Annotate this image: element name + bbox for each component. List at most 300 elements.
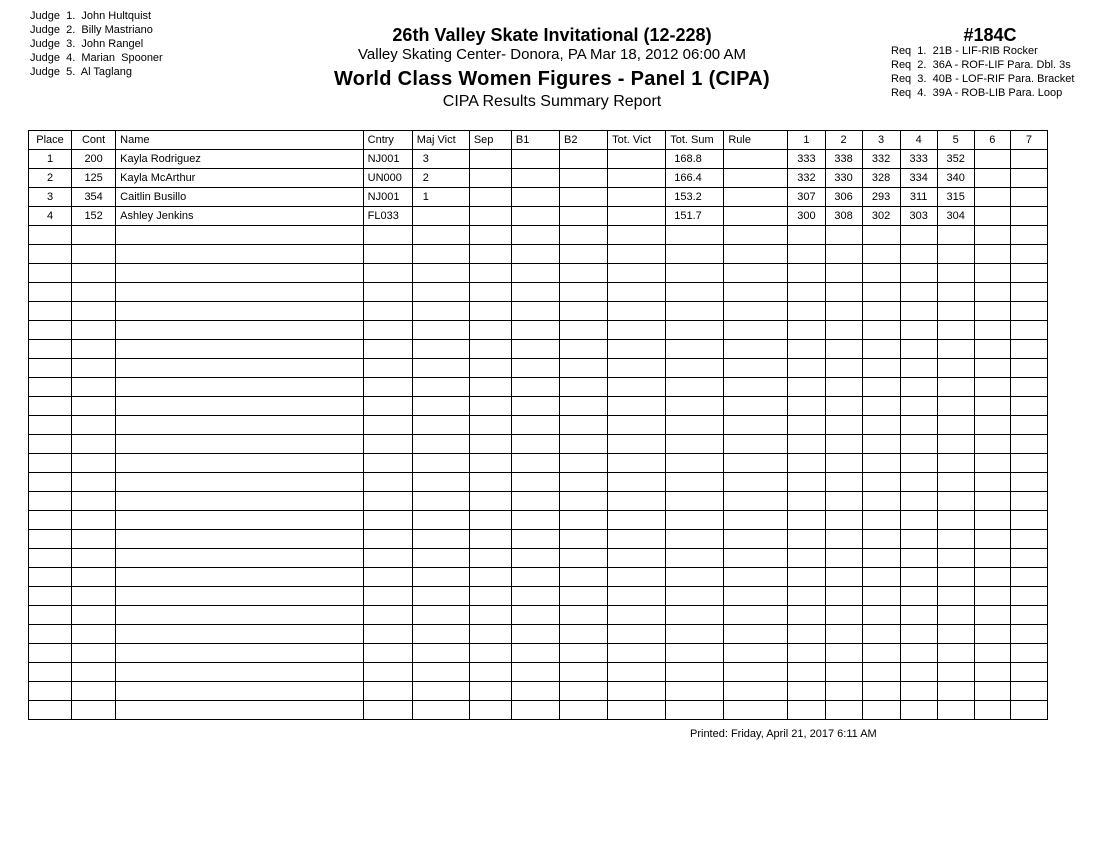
cell-cntry [363, 245, 412, 264]
cell-cont [72, 245, 116, 264]
empty-table-row [29, 340, 1048, 359]
cell-name [116, 340, 363, 359]
cell-judge-3 [862, 663, 900, 682]
cell-judge-1 [788, 568, 825, 587]
cell-cntry: NJ001 [363, 188, 412, 207]
division-title: World Class Women Figures - Panel 1 (CIPA) [333, 68, 770, 90]
cell-judge-2 [825, 682, 862, 701]
cell-tot-vict [608, 378, 666, 397]
cell-sep [469, 492, 511, 511]
cell-judge-4 [900, 416, 937, 435]
cell-cntry [363, 397, 412, 416]
cell-judge-4: 333 [900, 150, 937, 169]
cell-rule [724, 264, 788, 283]
cell-b1 [511, 530, 559, 549]
cell-rule [724, 245, 788, 264]
cell-judge-5 [937, 492, 974, 511]
cell-tot-vict [608, 454, 666, 473]
cell-cntry [363, 530, 412, 549]
cell-rule [724, 188, 788, 207]
cell-cont [72, 283, 116, 302]
cell-judge-5 [937, 549, 974, 568]
cell-judge-7 [1010, 549, 1047, 568]
cell-judge-5 [937, 283, 974, 302]
cell-judge-6 [974, 435, 1010, 454]
cell-judge-1 [788, 682, 825, 701]
cell-sep [469, 473, 511, 492]
cell-tot-vict [608, 549, 666, 568]
cell-b1 [511, 568, 559, 587]
cell-judge-6 [974, 397, 1010, 416]
cell-b1 [511, 378, 559, 397]
cell-name [116, 492, 363, 511]
cell-place: 2 [29, 169, 72, 188]
empty-table-row [29, 568, 1048, 587]
cell-b2 [560, 321, 608, 340]
cell-rule [724, 207, 788, 226]
cell-judge-7 [1010, 283, 1047, 302]
judge-label: Judge 3. [30, 38, 76, 50]
cell-judge-4 [900, 473, 937, 492]
cell-judge-6 [974, 226, 1010, 245]
cell-cntry [363, 549, 412, 568]
empty-table-row [29, 682, 1048, 701]
cell-b2 [560, 188, 608, 207]
cell-maj-vict [412, 682, 469, 701]
cell-tot-sum [666, 378, 724, 397]
cell-maj-vict [412, 416, 469, 435]
venue-info: Valley Skating Center- Donora, PA Mar 18, 2012 06:00 AM [358, 46, 746, 63]
cell-judge-7 [1010, 359, 1047, 378]
cell-judge-4 [900, 644, 937, 663]
cell-b1 [511, 511, 559, 530]
cell-judge-7 [1010, 492, 1047, 511]
column-header-name: Name [116, 131, 363, 150]
cell-cntry [363, 625, 412, 644]
cell-judge-3 [862, 682, 900, 701]
cell-b2 [560, 549, 608, 568]
cell-judge-7 [1010, 530, 1047, 549]
cell-maj-vict [412, 378, 469, 397]
cell-rule [724, 340, 788, 359]
cell-name [116, 264, 363, 283]
cell-b1 [511, 359, 559, 378]
cell-judge-1 [788, 587, 825, 606]
judge-entry [30, 9, 163, 23]
cell-judge-2 [825, 511, 862, 530]
cell-judge-2 [825, 663, 862, 682]
cell-judge-4 [900, 435, 937, 454]
table-row [29, 150, 1048, 169]
cell-cont [72, 359, 116, 378]
cell-judge-1: 300 [788, 207, 825, 226]
empty-table-row [29, 606, 1048, 625]
cell-rule [724, 492, 788, 511]
cell-tot-vict [608, 530, 666, 549]
cell-tot-sum [666, 454, 724, 473]
cell-cont [72, 397, 116, 416]
cell-cntry [363, 473, 412, 492]
cell-judge-2 [825, 283, 862, 302]
cell-judge-4 [900, 511, 937, 530]
cell-judge-5 [937, 473, 974, 492]
cell-judge-3: 332 [862, 150, 900, 169]
cell-cntry [363, 492, 412, 511]
empty-table-row [29, 644, 1048, 663]
empty-table-row [29, 302, 1048, 321]
cell-tot-vict [608, 169, 666, 188]
cell-maj-vict [412, 606, 469, 625]
cell-b2 [560, 644, 608, 663]
cell-judge-1 [788, 245, 825, 264]
cell-sep [469, 245, 511, 264]
column-header-cntry: Cntry [363, 131, 412, 150]
cell-judge-6 [974, 321, 1010, 340]
cell-judge-4 [900, 625, 937, 644]
cell-judge-3 [862, 397, 900, 416]
cell-tot-vict [608, 264, 666, 283]
cell-judge-2 [825, 644, 862, 663]
cell-cont [72, 682, 116, 701]
cell-judge-5: 352 [937, 150, 974, 169]
cell-maj-vict: 1 [412, 188, 469, 207]
cell-cont [72, 226, 116, 245]
cell-judge-2 [825, 435, 862, 454]
cell-judge-2 [825, 568, 862, 587]
cell-judge-4 [900, 264, 937, 283]
cell-judge-1 [788, 644, 825, 663]
cell-judge-7 [1010, 663, 1047, 682]
cell-judge-7 [1010, 169, 1047, 188]
cell-rule [724, 663, 788, 682]
cell-judge-2 [825, 530, 862, 549]
cell-cntry: UN000 [363, 169, 412, 188]
cell-place [29, 245, 72, 264]
cell-judge-7 [1010, 188, 1047, 207]
cell-rule [724, 435, 788, 454]
empty-table-row [29, 549, 1048, 568]
column-header-tot-vict: Tot. Vict [608, 131, 666, 150]
cell-judge-4: 334 [900, 169, 937, 188]
cell-rule [724, 511, 788, 530]
cell-b1 [511, 188, 559, 207]
cell-judge-3 [862, 435, 900, 454]
cell-name [116, 397, 363, 416]
cell-judge-3 [862, 340, 900, 359]
cell-judge-1 [788, 473, 825, 492]
cell-b1 [511, 321, 559, 340]
cell-judge-1: 332 [788, 169, 825, 188]
cell-place [29, 625, 72, 644]
cell-tot-sum: 168.8 [666, 150, 724, 169]
column-header-sep: Sep [469, 131, 511, 150]
cell-judge-3 [862, 549, 900, 568]
cell-place [29, 587, 72, 606]
cell-judge-7 [1010, 568, 1047, 587]
empty-table-row [29, 378, 1048, 397]
cell-place [29, 264, 72, 283]
cell-judge-7 [1010, 264, 1047, 283]
cell-b2 [560, 473, 608, 492]
cell-sep [469, 701, 511, 720]
cell-tot-vict [608, 226, 666, 245]
cell-judge-6 [974, 302, 1010, 321]
cell-maj-vict [412, 701, 469, 720]
cell-tot-vict [608, 511, 666, 530]
cell-cntry [363, 587, 412, 606]
cell-tot-vict [608, 188, 666, 207]
cell-tot-vict [608, 682, 666, 701]
cell-judge-5 [937, 302, 974, 321]
cell-tot-vict [608, 302, 666, 321]
cell-place [29, 435, 72, 454]
cell-cntry [363, 340, 412, 359]
cell-tot-vict [608, 568, 666, 587]
cell-rule [724, 359, 788, 378]
cell-sep [469, 150, 511, 169]
cell-judge-6 [974, 549, 1010, 568]
cell-tot-sum [666, 568, 724, 587]
cell-b1 [511, 150, 559, 169]
cell-tot-vict [608, 207, 666, 226]
cell-judge-6 [974, 245, 1010, 264]
cell-name: Kayla McArthur [116, 169, 363, 188]
cell-place [29, 359, 72, 378]
cell-sep [469, 264, 511, 283]
judge-name: Billy Mastriano [81, 24, 153, 36]
cell-cntry [363, 568, 412, 587]
requirement-text: 40B - LOF-RIF Para. Bracket [932, 73, 1075, 85]
event-number: #184C [963, 25, 1017, 45]
cell-sep [469, 226, 511, 245]
cell-cont [72, 511, 116, 530]
cell-tot-vict [608, 245, 666, 264]
cell-cont [72, 264, 116, 283]
cell-judge-5: 304 [937, 207, 974, 226]
cell-judge-6 [974, 169, 1010, 188]
table-header-row [29, 131, 1048, 150]
cell-judge-1 [788, 359, 825, 378]
cell-judge-4 [900, 340, 937, 359]
cell-judge-4 [900, 492, 937, 511]
judge-name: John Hultquist [81, 10, 152, 22]
cell-name: Ashley Jenkins [116, 207, 363, 226]
cell-tot-sum [666, 264, 724, 283]
cell-b1 [511, 435, 559, 454]
cell-judge-1 [788, 701, 825, 720]
cell-cont [72, 701, 116, 720]
cell-b2 [560, 397, 608, 416]
cell-judge-1 [788, 226, 825, 245]
cell-judge-2 [825, 549, 862, 568]
cell-judge-4 [900, 302, 937, 321]
cell-judge-2: 308 [825, 207, 862, 226]
cell-cont [72, 302, 116, 321]
cell-name [116, 321, 363, 340]
cell-place [29, 473, 72, 492]
cell-b1 [511, 283, 559, 302]
cell-place [29, 378, 72, 397]
cell-rule [724, 701, 788, 720]
cell-tot-sum [666, 606, 724, 625]
cell-judge-1 [788, 549, 825, 568]
cell-rule [724, 226, 788, 245]
cell-sep [469, 359, 511, 378]
cell-judge-2 [825, 340, 862, 359]
requirement-entry [891, 86, 1074, 100]
cell-judge-4: 303 [900, 207, 937, 226]
cell-cont [72, 587, 116, 606]
table-row [29, 207, 1048, 226]
cell-sep [469, 169, 511, 188]
column-header-judge-6: 6 [974, 131, 1010, 150]
cell-judge-3 [862, 587, 900, 606]
cell-judge-4 [900, 397, 937, 416]
judge-name: Marian Spooner [81, 52, 163, 64]
cell-tot-sum [666, 283, 724, 302]
empty-table-row [29, 663, 1048, 682]
cell-tot-vict [608, 625, 666, 644]
cell-cntry [363, 644, 412, 663]
judges-list [30, 9, 163, 79]
column-header-maj-vict: Maj Vict [412, 131, 469, 150]
cell-place [29, 226, 72, 245]
empty-table-row [29, 511, 1048, 530]
cell-judge-7 [1010, 245, 1047, 264]
cell-judge-3: 293 [862, 188, 900, 207]
cell-judge-5 [937, 416, 974, 435]
cell-judge-7 [1010, 606, 1047, 625]
cell-sep [469, 454, 511, 473]
cell-b1 [511, 606, 559, 625]
cell-b1 [511, 302, 559, 321]
cell-maj-vict [412, 530, 469, 549]
cell-judge-1 [788, 663, 825, 682]
cell-maj-vict [412, 397, 469, 416]
cell-b1 [511, 587, 559, 606]
cell-judge-7 [1010, 207, 1047, 226]
column-header-tot-sum: Tot. Sum [666, 131, 724, 150]
cell-place [29, 492, 72, 511]
cell-judge-7 [1010, 321, 1047, 340]
cell-cont [72, 530, 116, 549]
cell-judge-3 [862, 302, 900, 321]
cell-rule [724, 606, 788, 625]
cell-maj-vict [412, 587, 469, 606]
cell-rule [724, 397, 788, 416]
cell-place [29, 663, 72, 682]
cell-b1 [511, 340, 559, 359]
cell-tot-vict [608, 150, 666, 169]
cell-tot-sum [666, 644, 724, 663]
cell-b2 [560, 416, 608, 435]
cell-sep [469, 511, 511, 530]
cell-tot-vict [608, 359, 666, 378]
cell-judge-5 [937, 435, 974, 454]
cell-judge-6 [974, 359, 1010, 378]
cell-judge-5 [937, 226, 974, 245]
cell-rule [724, 283, 788, 302]
judge-entry [30, 65, 163, 79]
cell-tot-vict [608, 606, 666, 625]
cell-name [116, 359, 363, 378]
cell-b1 [511, 169, 559, 188]
cell-maj-vict [412, 625, 469, 644]
cell-cntry [363, 416, 412, 435]
column-header-judge-2: 2 [825, 131, 862, 150]
cell-judge-4 [900, 245, 937, 264]
cell-judge-7 [1010, 625, 1047, 644]
cell-sep [469, 321, 511, 340]
cell-judge-6 [974, 264, 1010, 283]
cell-cont [72, 492, 116, 511]
cell-name [116, 454, 363, 473]
cell-tot-sum: 166.4 [666, 169, 724, 188]
cell-cntry [363, 663, 412, 682]
cell-judge-1 [788, 416, 825, 435]
results-table [28, 130, 1048, 720]
cell-judge-1 [788, 283, 825, 302]
cell-judge-7 [1010, 416, 1047, 435]
empty-table-row [29, 530, 1048, 549]
requirement-entry [891, 72, 1074, 86]
cell-b1 [511, 207, 559, 226]
cell-place [29, 454, 72, 473]
cell-place: 3 [29, 188, 72, 207]
cell-maj-vict [412, 340, 469, 359]
empty-table-row [29, 416, 1048, 435]
cell-rule [724, 625, 788, 644]
cell-judge-3 [862, 321, 900, 340]
cell-judge-5 [937, 340, 974, 359]
cell-b2 [560, 150, 608, 169]
cell-maj-vict [412, 568, 469, 587]
cell-judge-5 [937, 264, 974, 283]
cell-judge-2 [825, 397, 862, 416]
cell-tot-sum [666, 682, 724, 701]
cell-judge-3 [862, 625, 900, 644]
empty-table-row [29, 587, 1048, 606]
cell-b2 [560, 207, 608, 226]
cell-judge-3 [862, 226, 900, 245]
cell-b1 [511, 245, 559, 264]
cell-rule [724, 150, 788, 169]
cell-place [29, 397, 72, 416]
cell-tot-vict [608, 283, 666, 302]
cell-name [116, 606, 363, 625]
cell-b1 [511, 644, 559, 663]
cell-b2 [560, 454, 608, 473]
cell-b2 [560, 340, 608, 359]
cell-sep [469, 416, 511, 435]
cell-judge-4 [900, 283, 937, 302]
cell-name [116, 568, 363, 587]
cell-maj-vict [412, 473, 469, 492]
empty-table-row [29, 701, 1048, 720]
cell-judge-2 [825, 473, 862, 492]
cell-cont: 152 [72, 207, 116, 226]
cell-name [116, 435, 363, 454]
column-header-b1: B1 [511, 131, 559, 150]
cell-rule [724, 302, 788, 321]
cell-judge-5: 340 [937, 169, 974, 188]
cell-judge-6 [974, 682, 1010, 701]
cell-judge-2 [825, 701, 862, 720]
cell-judge-6 [974, 511, 1010, 530]
cell-judge-7 [1010, 511, 1047, 530]
cell-tot-sum [666, 530, 724, 549]
cell-b2 [560, 283, 608, 302]
